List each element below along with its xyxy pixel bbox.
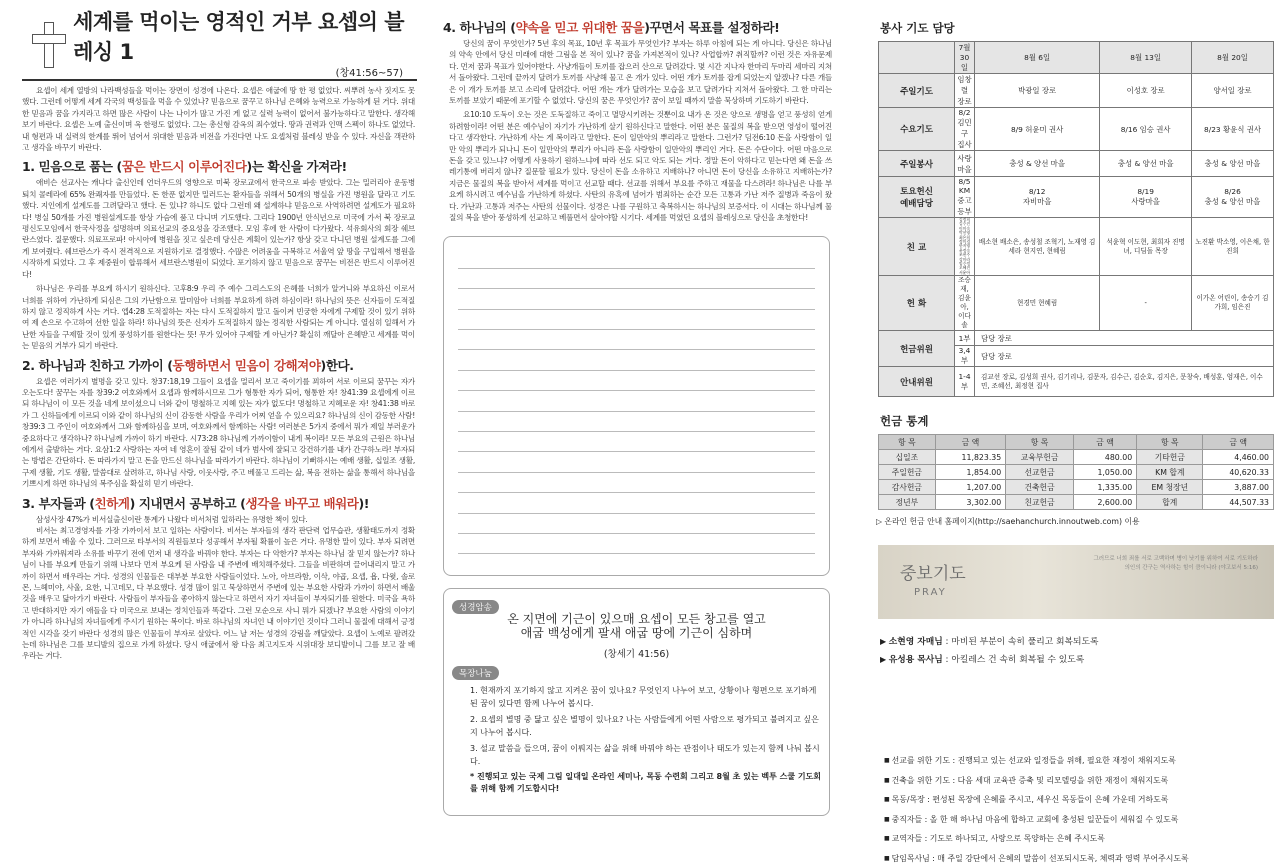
offering-header: 금 액 bbox=[1073, 435, 1136, 450]
online-offering-link[interactable]: ▷ 온라인 헌금 안내 홈페이지(http://saehanchurch.innoutweb.com) 이용 bbox=[876, 517, 1140, 527]
table-row bbox=[879, 495, 1274, 510]
prayer-request-list bbox=[880, 633, 1280, 669]
sermon-column-left bbox=[0, 0, 425, 777]
offering-item: 건축헌금 bbox=[1006, 480, 1074, 495]
duty-cell: 임창렬 장로 bbox=[955, 74, 975, 108]
prayer-banner-verse: 그러므로 너희 죄를 서로 고백하며 병이 낫기를 위하여 서로 기도하라 의인의 간구는 역사하는 힘이 큼이니라 (야고보서 5:16) bbox=[1093, 556, 1258, 571]
duty-cell: 8/12 자비마을 bbox=[975, 177, 1100, 218]
prayer-topic-list bbox=[884, 751, 1280, 868]
verse-box bbox=[443, 588, 830, 816]
group-sharing-tag: 목장나눔 bbox=[452, 666, 499, 680]
duty-row-label: 친 교 bbox=[879, 218, 955, 276]
duty-cell: 이성호 장로 bbox=[1100, 74, 1192, 108]
list-item: ▶ 소현영 자매님 : 마비된 부분이 속히 풀리고 회복되도록 bbox=[880, 633, 1280, 651]
note-line bbox=[458, 391, 815, 411]
info-column-right bbox=[870, 0, 1280, 863]
duty-cell: 8/23 황윤식 권사 bbox=[1192, 108, 1274, 151]
offering-item: 정년부 bbox=[879, 495, 936, 510]
offering-item: 교육부헌금 bbox=[1006, 450, 1074, 465]
offering-header: 금 액 bbox=[1203, 435, 1274, 450]
memory-verse-tag: 성경암송 bbox=[452, 600, 499, 614]
duty-cell: 담당 장로 bbox=[975, 331, 1274, 346]
duty-worship: 1-4부 bbox=[955, 367, 975, 397]
sharing-questions bbox=[452, 684, 821, 768]
offering-header: 금 액 bbox=[935, 435, 1006, 450]
memory-verse-line: 온 지면에 기근이 있으매 요셉이 모든 창고를 열고 bbox=[507, 611, 766, 626]
section-1-paragraph: 하나님은 우리를 부요케 하시기 원하신다. 고후8:9 우리 주 예수 그리스도의 은혜를 너희가 알거니와 부요하신 이로서 너희를 위하여 가난하게 되심은 그의 가난함으로 말미암아 너희를 부요하게 하려 하심이라! 하나님의 뜻은 신자들이 도적질하지 않고 정직하게 사는 거다. 엡4:28 도적질하는 자는 다시 도적질하지 말고 돌이켜 빈궁한 자에게 구제할 것이 있기 위하여 제 손으로 수고하여 선한 일을 하라! 하나님의 뜻은 신자가 도적질하지 않는 정직한 사람되는 게 아니다. 열심히 일해서 가난한 자들을 구제할 것이 있게 풍성하기를 원한다는 뜻! 무가 있어야 구제할 게 아닌가? 확실히 깨달아 은혜받고 세계를 먹이는 믿음의 거부가 되기 바란다. bbox=[22, 284, 415, 351]
list-item: ■ 교역자들 : 기도로 하나되고, 사랑으로 목양하는 은혜 주시도록 bbox=[884, 829, 1280, 849]
section-2-title: 2. 하나님과 친하고 가까이 (동행하면서 믿음이 강해져야)한다. bbox=[22, 357, 354, 373]
duty-worship: 3,4부 bbox=[955, 346, 975, 367]
note-line bbox=[458, 371, 815, 391]
offering-title: 헌금 통계 bbox=[880, 414, 929, 429]
duty-date: 8월 20일 bbox=[1192, 42, 1274, 74]
duty-cell: 김정희 김수진 이미숙 박선영 최은희 정미경 한지영 윤정숙 조현주 강미라 임수정 오혜진 서윤아 bbox=[955, 218, 975, 276]
duty-table bbox=[878, 41, 1274, 397]
sermon-reference: (창41:56~57) bbox=[22, 64, 417, 81]
duty-row-label: 주일봉사 bbox=[879, 151, 955, 177]
offering-amount: 40,620.33 bbox=[1203, 465, 1274, 480]
offering-item: 친교헌금 bbox=[1006, 495, 1074, 510]
sermon-intro: 요셉이 세계 열방의 나라백성들을 먹이는 장면이 성경에 나온다. 요셉은 애굽에 땅 한 평 없었다. 씨뿌려 농사 짓지도 못했다. 그런데 어떻게 세계 각국의 백성들을 먹을 수 있었나? 믿음으로 꿈꾸고 하나님 은혜와 능력으로 가능하게 된 거다. 위대한 믿음과 꿈을 가지라고 하면 많은 사람이 나는 나이가 많고 가진 게 없고 실력 능력이 없어서 불가능하다고 말한다. 생각해 보기 바란다. 요셉은 노예 출신이며 옥 한평도 없었다. 그는 총신형 감옥의 죄수였다. 땅과 권력과 인맥 스펙이 하나도 없었다. 내 형편과 내 실력의 한계를 뛰어 넘어서 위대한 믿음과 비전을 가진다면 나도 요셉처럼 블레싱 받을 수 있다. 자신을 객관하고 생각을 바꾸기 바란다. bbox=[22, 86, 415, 153]
duty-cell: 김교선 장로, 김성희 권사, 김기리나, 김문자, 김수근, 김순호, 김지은, 문창숙, 배성훈, 엄재은, 이수민, 조혜선, 최정현 집사 bbox=[975, 367, 1274, 397]
prayer-banner-subtitle: PRAY bbox=[914, 587, 947, 599]
duty-cell: 사랑 마을 bbox=[955, 151, 975, 177]
offering-item: 기타헌금 bbox=[1137, 450, 1203, 465]
sermon-title: 세계를 먹이는 영적인 거부 요셉의 블레싱 1 bbox=[73, 10, 404, 64]
memory-verse-line: 애굽 백성에게 팔새 애굽 땅에 기근이 심하며 bbox=[520, 625, 753, 640]
offering-table bbox=[878, 434, 1274, 510]
offering-amount: 480.00 bbox=[1073, 450, 1136, 465]
list-item: ■ 선교를 위한 기도 : 진행되고 있는 선교와 일정들을 위해, 필요한 재정이 채워지도록 bbox=[884, 751, 1280, 771]
note-line bbox=[458, 289, 815, 309]
list-item: ▶ 유성용 목사님 : 아킬레스 건 속히 회복될 수 있도록 bbox=[880, 651, 1280, 669]
duty-cell: 8/19 사랑마을 bbox=[1100, 177, 1192, 218]
section-3-title: 3. 부자들과 (친하게) 지내면서 공부하고 (생각을 바꾸고 배워라)! bbox=[22, 495, 370, 511]
note-line bbox=[458, 350, 815, 370]
duty-cell: - bbox=[1100, 276, 1192, 331]
duty-cell: 충성 & 양선 마을 bbox=[1100, 151, 1192, 177]
sermon-column-middle bbox=[435, 0, 840, 793]
offering-header: 항 목 bbox=[879, 435, 936, 450]
section-1-paragraph: 애비슨 선교사는 캐나다 출신인데 언더우드의 영향으로 미북 장로교에서 한국으로 파송 받았다. 그는 밀러리아 운동병 퇴치 콜레라에 65% 완쾌자를 만들었다. 돈 한푼 없지만 밀러드는 환자들을 위해서 50개의 병실을 가진 병원을 달라고 기도했다. 지인에게 설계도를 그려달라고 했다. 돈 있냐? 하니도 없다 그런데 왜 설계하냐 믿음으로 사역하려면 설계도가 필요하다! 병실 50개를 가진 병원설계도를 항상 가슴에 품고 다니며 기도했다. 그리다 1900년 안식년으로 미국에 가서 북 장로교 평신도모임에서 한국사정을 설명하며 의료선교의 중요성을 강조했다. 모임 후에 한 사람이 다가왔다. 석유회사의 회장 쉐브란스였다. 질문했다. 의료프로파! 아시아에 병원을 짓고 싶은데 당신은 계획이 있는가? 항상 갖고 다니던 병원 설계도를 그에게 보여줬다. 쉐브란스가 즉시 전격적으로 지원하기로 결정했다. 수많은 어려움을 극복하고 서울역 앞 땅을 구입해서 병원을 시작하게 되었다. 그 후 제중원이 합류해서 세브란스병원이 되었다. 포기하지 않고 믿음으로 꿈꾸는 비전은 반드시 이루어진다! bbox=[22, 178, 415, 279]
duty-cell: 노진환 박소영, 이은채, 한진희 bbox=[1192, 218, 1274, 276]
offering-item: 주일헌금 bbox=[879, 465, 936, 480]
list-item: ■ 목동/목장 : 편성된 목장에 은혜를 주시고, 세우신 목동들이 은혜 가운데 거하도록 bbox=[884, 790, 1280, 810]
sharing-question: 3. 설교 말씀을 들으며, 꿈이 이뤄지는 삶을 위해 바꿔야 하는 관점이나 태도가 있는지 함께 나눠 봅시다. bbox=[470, 743, 820, 766]
offering-amount: 3,887.00 bbox=[1203, 480, 1274, 495]
duty-cell: 8/16 임승 권사 bbox=[1100, 108, 1192, 151]
offering-item: 감사헌금 bbox=[879, 480, 936, 495]
cross-icon bbox=[28, 22, 63, 66]
duty-cell: 8/2 김민구 집사 bbox=[955, 108, 975, 151]
duty-cell: 8/5 KM 중고등부 bbox=[955, 177, 975, 218]
offering-amount: 1,050.00 bbox=[1073, 465, 1136, 480]
duty-cell: 배소현 배소은, 송성철 조혁기, 노재영 김세라 현지연, 현혜림 bbox=[975, 218, 1100, 276]
note-line bbox=[458, 310, 815, 330]
note-line bbox=[458, 330, 815, 350]
duty-title: 봉사 기도 담당 bbox=[880, 21, 955, 35]
note-line bbox=[458, 493, 815, 513]
duty-cell: 8/26 충성 & 양선 마을 bbox=[1192, 177, 1274, 218]
note-line bbox=[458, 412, 815, 432]
duty-row-label: 토요헌신 예배담당 bbox=[879, 177, 955, 218]
offering-amount: 11,823.35 bbox=[935, 450, 1006, 465]
section-3-paragraph: 비서는 최고경영자를 가장 가까이서 보고 일하는 사람이다. 비서는 부자들의 생각 판단력 업무습관, 생활태도까지 정확하게 보면서 배울 수 있다. 그러므로 타부서의 직원들보다 성공해서 부자될 확률이 높은 거다. 유명한 말이 있다. 부자 되려면 부자와 가까워져라 소유를 바꾸기 전에 먼저 내 생각을 바꿔야 한다. 부자는 다 악한가? 부자는 하나님 잘 믿지 않는가? 하나님이 나를 부요케 만들기 위해 나보다 먼저 부요케 된 사람을 내 주변에 배치해주셨다. 그들을 비판하며 끌어내리지 말고 가까이 하면서 배우라는 거다. 성경의 인물들은 대부분 부요한 사람들이었다. 노아, 아브라함, 이삭, 야곱, 요셉, 욥, 다윗, 솔로몬, 느헤미야, 사울, 요한, 니고데모, 다 부요했다. 성경 많이 읽고 묵상하면서 주변에 있는 부요한 사람과 가까이 하면서 배울 것을 배우고 닮아가기 바란다. 사람들이 부자들을 좋아하지 않는다고 하면서 자기 자녀들이 부자되기를 원한다. 미국을 욕하고 반대하지만 자기 애들을 다 미국으로 보내는 정치인들과 똑같다. 그런 모순으로 사니 뭐가 되겠나? 부요한 사람의 이야기가 아니라 하나님의 자녀들에게 주시기 원하는 복이다. 바로 하나님의 자녀인 내 이야기인 것이다 그러니 물질에 대해서 긍정적인 시각을 갖기 바란다 성경의 많은 인물들이 부자로 살았다. 어느 날 저는 성경의 강림을 깨달았다. 요셉이 노예로 팔려갔는데 하나님은 그를 보디발의 집으로 가게 하셨다. 당시 애굽에서 왕 다음 최고지도자 시위대장 보디발이니 그를 보고 잘 배우라는 거다. bbox=[22, 526, 415, 661]
offering-amount: 1,207.00 bbox=[935, 480, 1006, 495]
note-line bbox=[458, 534, 815, 554]
offering-amount: 1,854.00 bbox=[935, 465, 1006, 480]
duty-date: 7월 30일 bbox=[955, 42, 975, 74]
note-line bbox=[458, 432, 815, 452]
duty-row-label: 안내위원 bbox=[879, 367, 955, 397]
note-line bbox=[458, 452, 815, 472]
duty-row-label: 헌금위원 bbox=[879, 331, 955, 367]
duty-cell: 박광일 장로 bbox=[975, 74, 1100, 108]
offering-item: EM 청장년 bbox=[1137, 480, 1203, 495]
duty-date: 8월 6일 bbox=[975, 42, 1100, 74]
prayer-banner bbox=[878, 545, 1274, 619]
offering-amount: 3,302.00 bbox=[935, 495, 1006, 510]
duty-cell: 양서일 장로 bbox=[1192, 74, 1274, 108]
note-line bbox=[458, 473, 815, 493]
note-line bbox=[458, 249, 815, 269]
duty-cell: 8/9 허윤미 권사 bbox=[975, 108, 1100, 151]
duty-cell: 조승재, 김윤아, 이다솔 bbox=[955, 276, 975, 331]
table-row bbox=[879, 465, 1274, 480]
offering-amount: 2,600.00 bbox=[1073, 495, 1136, 510]
offering-header: 항 목 bbox=[1137, 435, 1203, 450]
duty-row-label: 헌 화 bbox=[879, 276, 955, 331]
list-item: ■ 담임목사님 : 매 주일 강단에서 은혜의 말씀이 선포되시도록, 체력과 영력 부어주시도록 bbox=[884, 849, 1280, 868]
duty-cell: 현경민 현혜림 bbox=[975, 276, 1100, 331]
duty-row-label: 주일기도 bbox=[879, 74, 955, 108]
sermon-header bbox=[0, 0, 425, 66]
duty-corner bbox=[879, 42, 955, 74]
offering-item: 합계 bbox=[1137, 495, 1203, 510]
duty-worship: 1부 bbox=[955, 331, 975, 346]
sharing-question: 2. 요셉의 별명 중 닮고 싶은 별명이 있나요? 나는 사람들에게 어떤 사람으로 평가되고 불려지고 싶은지 나누어 봅시다. bbox=[470, 714, 819, 737]
sharing-question: 1. 현재까지 포기하지 않고 지켜온 꿈이 있나요? 무엇인지 나누어 보고, 상황이나 형편으로 포기하게 된 꿈이 있다면 함께 나누어 봅시다. bbox=[470, 685, 817, 708]
prayer-note: * 진행되고 있는 국제 그림 일대일 온라인 세미나, 목동 수련회 그리고 8월 초 있는 벡투 스쿨 기도회를 위해 함께 기도합시다! bbox=[470, 771, 822, 793]
duty-cell: 충성 & 양선 마을 bbox=[1192, 151, 1274, 177]
offering-header: 항 목 bbox=[1006, 435, 1074, 450]
offering-amount: 1,335.00 bbox=[1073, 480, 1136, 495]
duty-row-label: 수요기도 bbox=[879, 108, 955, 151]
section-2-paragraph: 요셉은 여러가지 별명을 갖고 있다. 창37:18,19 그들이 요셉을 멀리서 보고 죽이기를 꾀하여 서로 이르되 꿈꾸는 자가 오는도다! 꿈꾸는 자를 창39:2 여호와께서 요셉과 함께하시므로 그가 형통한 자가 되어, 형통한 자! 창41:39 요셉에게 이르되 하나님이 이 모든 것을 네게 보이셨으니 너와 같이 명철하고 지혜 있는 자가 없도다! 명철하고 지혜로운 자! 창41:38 바로가 그 신하들에게 이르되 이와 같이 하나님의 신이 감동한 사람을 우리가 어찌 얻을 수 있으리요? 하나님의 신이 감동한 사람! 창39:3 그 주인이 여호와께서 그와 함께하심을 보며, 여호와께서 함께하는 사람! 여러분은 5가지 중에서 뭐가 제일 부러운가 중요하다고 생각하나? 하나님께 가까이 하기 바란다. 시73:28 하나님께 가까이함이 내게 복이라! 모든 부요의 근원은 하나님에게서 출발하는 거다. 요삼1:2 사랑하는 자여 네 영혼이 잘됨 같이 네가 범사에 잘되고 강건하기를 내가 간구하노라! 부자되는 방법은 간단하다. 돈 따라가지 말고 돈을 만드신 하나님을 따라가기 바란다. 하나님이 기뻐하시는 예배 생활, 십일조 생활, 구제 생활, 기도 생활, 말씀대로 살려하고, 하나님 사랑, 이웃사랑, 주고 베풀고 드리는 삶, 복음 전하는 삶을 통해서 하나님을 기쁘시게 하면 하나님의 복주심을 확실히 믿기 바란다. bbox=[22, 376, 415, 489]
section-4-title: 4. 하나님의 (약속을 믿고 위대한 꿈을)꾸면서 목표를 설정하라! bbox=[443, 20, 780, 35]
note-line bbox=[458, 514, 815, 534]
table-row bbox=[879, 450, 1274, 465]
sermon-notes-box[interactable] bbox=[443, 236, 830, 576]
section-4-paragraph: 당신의 꿈이 무엇인가? 5년 후의 목표, 10년 후 목표가 무엇인가? 부자는 하루 아침에 되는 게 아니다. 당신은 하나님의 약속 안에서 당신 미래에 대한 그림을 본 적이 있나? 꿈을 가져본적이 있나? 사업합까? 취직할까? 이런 것은 자유문제다. 먼저 꿈과 목표가 있어야한다. 사냥개들이 토끼를 잡으러 산으로 달려갔다. 몇 시간 지나자 한마리 두마리 세마리 지쳐서 돌아왔다. 그런데 끝까지 달려가 토끼를 사냥해 물고 온 개가 있다. 어떤 개가 토끼를 잡게 되었는지 알겠나? 다른 개들은 이 개가 토끼를 보고 소리에 달려갔다. 어떤 개는 개가 달려가는 모습을 보고 달려가다 지쳐서 돌아왔다. 그 한 마리는 토끼를 보았기 때문에 포기할 수 없었다. 당신의 꿈은 무엇인가? 꿈이 보일 때까지 말씀 묵상하며 기도하기 바란다. bbox=[449, 39, 832, 106]
list-item: ■ 건축을 위한 기도 : 다음 세대 교육관 증축 및 리모델링을 위한 재정이 채워지도록 bbox=[884, 771, 1280, 791]
offering-item: 선교헌금 bbox=[1006, 465, 1074, 480]
offering-item: 십일조 bbox=[879, 450, 936, 465]
section-3-paragraph: 삼성사장 47%가 비서실출신이란 통계가 나왔다 비서처럼 일하라는 유명한 책이 있다. bbox=[36, 514, 308, 524]
duty-cell: 충성 & 양선 마을 bbox=[975, 151, 1100, 177]
duty-cell: 이가온 어린이, 송승기 김가희, 임은진 bbox=[1192, 276, 1274, 331]
offering-item: KM 합계 bbox=[1137, 465, 1203, 480]
offering-amount: 44,507.33 bbox=[1203, 495, 1274, 510]
note-line bbox=[458, 269, 815, 289]
memory-verse-reference: (창세기 41:56) bbox=[603, 648, 670, 660]
duty-cell: 석윤혁 이도현, 최희자 진명녀, 디딤돌 목장 bbox=[1100, 218, 1192, 276]
prayer-banner-title: 중보기도 bbox=[900, 564, 966, 585]
table-row bbox=[879, 480, 1274, 495]
duty-date: 8월 13일 bbox=[1100, 42, 1192, 74]
section-1-title: 1. 믿음으로 품는 (꿈은 반드시 이루어진다)는 확신을 가져라! bbox=[22, 159, 347, 175]
list-item: ■ 중직자들 : 올 한 해 하나님 마음에 합하고 교회에 충성된 일꾼들이 세워질 수 있도록 bbox=[884, 810, 1280, 830]
duty-cell: 담당 장로 bbox=[975, 346, 1274, 367]
offering-amount: 4,460.00 bbox=[1203, 450, 1274, 465]
section-4-paragraph: 요10:10 도둑이 오는 것은 도둑질하고 죽이고 멸망시키려는 것뿐이요 내가 온 것은 양으로 생명을 얻고 풍성히 얻게 하려함이라! 어떤 분은 예수님이 자기가 가난하게 살기 원하신다고 말한다. 어떤 분은 물질의 복을 받으면 영성이 떨어진다고 생각한다. 가난하게 사는 게 복이라고 말한다. 돈이 일만악의 뿌리라고 말한다. 그런가? 딤전6:10 돈을 사랑함이 일만 악의 뿌리가 되나니 돈이 일만악의 뿌리가 아니라 돈을 사랑함이 일만악의 뿌리인 거다. 돈은 수단이다. 어떤 마음으로 돈을 갖고 있느냐? 어떻게 사용하기 원하느냐에 따라 선도 되고 악도 되는 거다. 정말 돈이 악하다고 믿는다면 왜 돈을 쓰레기통에 버리지 않나? 질문할 필요가 있다. 당신이 돈을 소유하고 지배하나? 아니면 돈이 당신을 소유하고 지배하는가? 지금은 물질의 복을 받아서 세계를 먹이고 선교할 때다. 선교를 위해서 부요를 주하고 재물을 다스려라! 하나님은 나를 부요케 하시려고 예수님을 가난하게 하셨다. 사탄의 유혹에 넘어가 범죄하는 순간 모든 고통과 가난 저주 질병과 죽음이 왔다. 가난과 고통과 저주는 사탄의 선물이다. 성경은 나를 구원하고 축복하시는 하나님의 보증서다. 이 시대는 하나님께 물질의 복을 받아 풍성하게 선교하고 베풀면서 살아야할 시기다. 세계를 먹였던 요셉의 블레싱으로 당신을 초청한다! bbox=[449, 110, 832, 223]
